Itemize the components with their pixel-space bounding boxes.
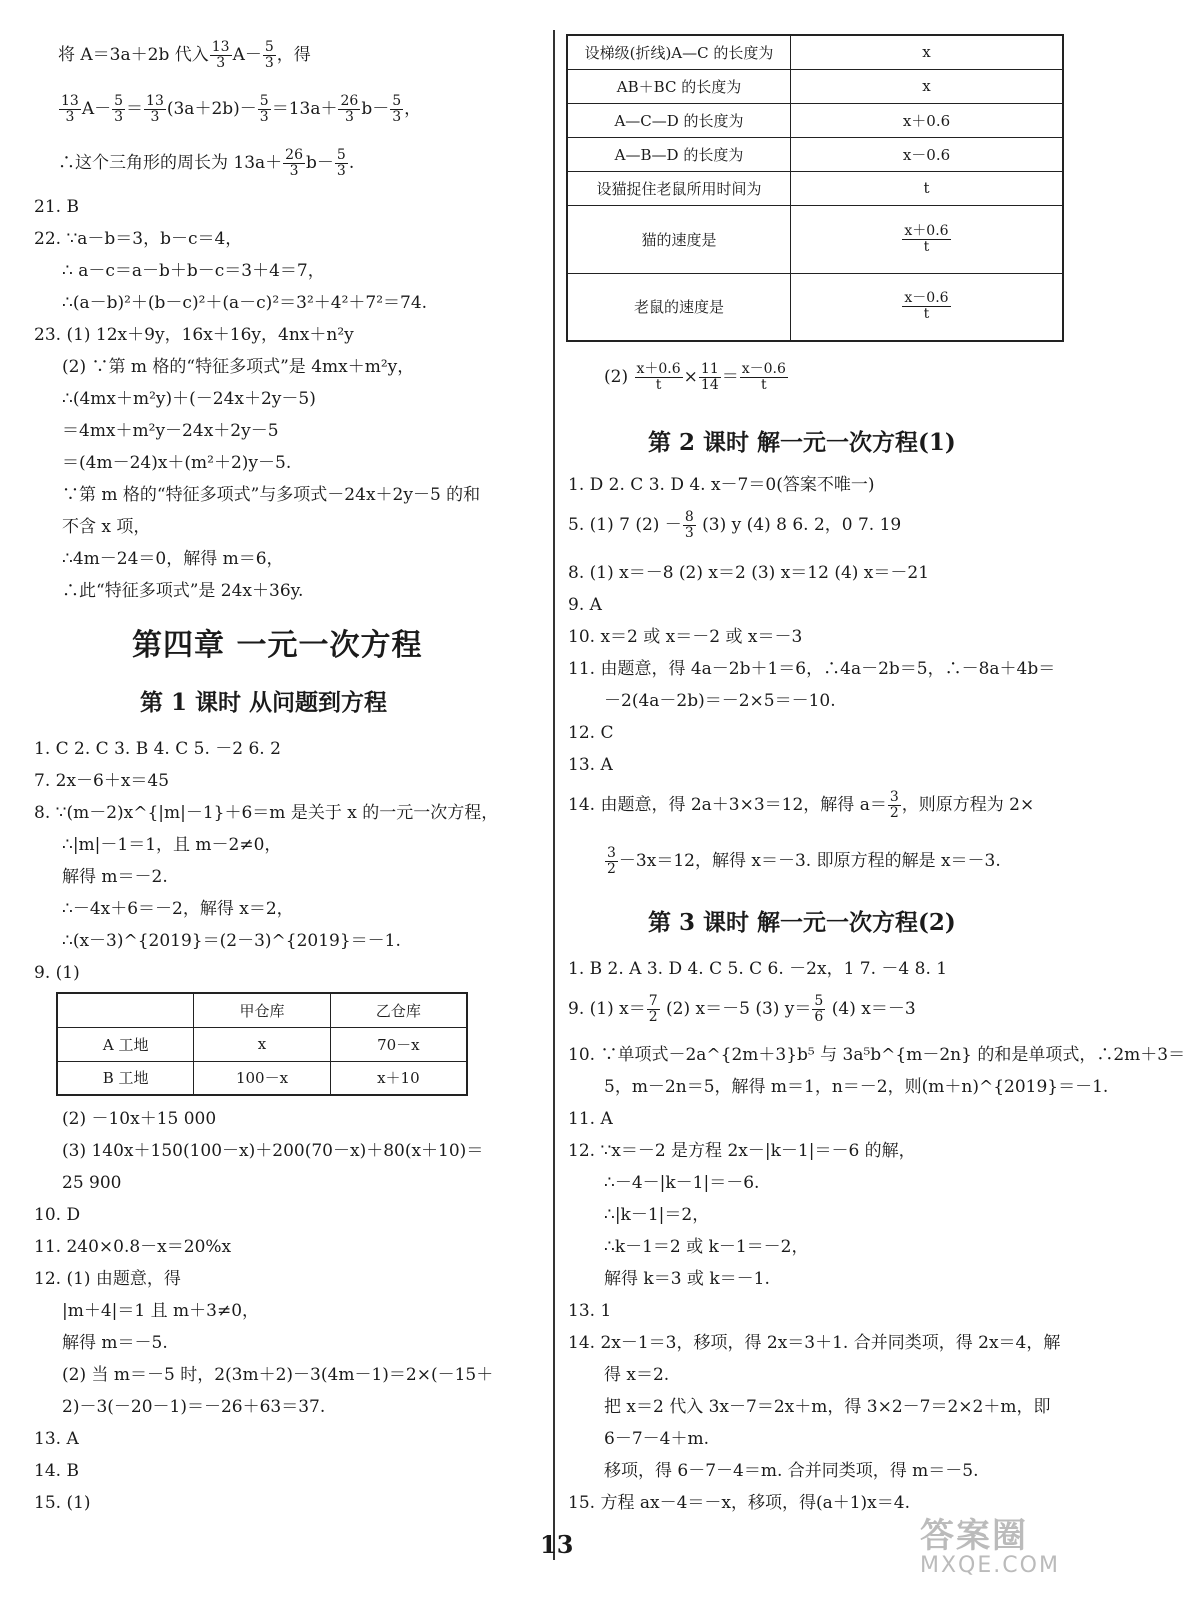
chapter-title: 第四章 一元一次方程 bbox=[132, 628, 423, 663]
answer-12-line1: 12. (1) 由题意，得 bbox=[34, 1269, 181, 1289]
lesson-title-3: 第 3 课时 解一元一次方程(2) bbox=[648, 909, 956, 936]
answer-14-line2: 得 x＝2. bbox=[604, 1365, 670, 1385]
table-cell: 设梯级(折线)A—C 的长度为 bbox=[567, 35, 791, 69]
fraction: $\frac{5}{3}$ bbox=[259, 93, 269, 125]
fraction: $\frac{3}{2}$ bbox=[607, 845, 616, 877]
cat-mouse-table bbox=[566, 34, 1064, 342]
answer-8-line1: 8. ∵(m－2)x^{|m|－1}＋6＝m 是关于 x 的一元一次方程， bbox=[34, 803, 499, 823]
table-cell: x bbox=[791, 35, 1064, 69]
table-cell: 设猫捉住老鼠所用时间为 bbox=[567, 171, 791, 205]
table-cell: A 工地 bbox=[57, 1027, 194, 1061]
answer-12-line4: (2) 当 m＝－5 时，2(3m＋2)－3(4m－1)＝2×(－15＋ bbox=[62, 1365, 494, 1385]
answer-14: 14. B bbox=[34, 1461, 79, 1481]
answer-14-line2: $\frac{3}{2}$ －3x＝12，解得 x＝－3. 即原方程的解是 x＝－3. bbox=[607, 845, 1001, 877]
fraction: $\frac{8}{3}$ bbox=[684, 509, 694, 541]
table-cell: x－0.6 bbox=[791, 137, 1064, 171]
answer-23-line1: 23. (1) 12x＋9y，16x＋16y，4nx＋n²y bbox=[34, 325, 354, 345]
text-line: $\frac{13}{3}$ A－ $\frac{5}{3}$ ＝ $\frac{13}{3}$ (3a＋2b)－ $\frac{5}{3}$ ＝13a＋ $\frac{26}{3}$ b－ $\frac{5}{3}$ ， bbox=[61, 93, 422, 125]
answer-14-line1: 14. 由题意，得 2a＋3×3＝12，解得 a＝ $\frac{3}{2}$ ，则原方程为 2× bbox=[568, 789, 1035, 821]
fraction: $\frac{26}{3}$ bbox=[285, 147, 303, 179]
fraction: $\frac{26}{3}$ bbox=[340, 93, 359, 125]
answer-14-line3: 把 x＝2 代入 3x－7＝2x＋m，得 3×2－7＝2×2＋m，即 bbox=[604, 1397, 1051, 1417]
answer-11-line2: －2(4a－2b)＝－2×5＝－10. bbox=[604, 691, 836, 711]
table-cell: AB＋BC 的长度为 bbox=[567, 69, 791, 103]
fraction: $\frac{x-0.6}{t}$ bbox=[741, 361, 786, 393]
answer-13: 13. 1 bbox=[568, 1301, 612, 1321]
answer-15: 15. (1) bbox=[34, 1493, 91, 1513]
answer-part2-equation: (2) $\frac{x+0.6}{t}$ × $\frac{11}{14}$ ＝ $\frac{x-0.6}{t}$ bbox=[604, 361, 786, 393]
answer-12-line3: ∴|k－1|＝2， bbox=[604, 1205, 710, 1225]
answer-8-line5: ∴(x－3)^{2019}＝(2－3)^{2019}＝－1. bbox=[62, 931, 401, 951]
fraction: $\frac{5}{3}$ bbox=[336, 147, 346, 179]
answer-23-line8: ∴4m－24＝0，解得 m＝6， bbox=[62, 549, 284, 569]
answers-5-7: 5. (1) 7 (2) － $\frac{8}{3}$ (3) y (4) 8 6. 2，0 7. 19 bbox=[568, 509, 902, 541]
table-cell bbox=[791, 273, 1064, 341]
table-cell: 猫的速度是 bbox=[567, 205, 791, 273]
lesson-title-1: 第 1 课时 从问题到方程 bbox=[140, 689, 388, 716]
answer-23-line7: 不含 x 项， bbox=[62, 517, 151, 537]
lesson-title-2: 第 2 课时 解一元一次方程(1) bbox=[648, 429, 956, 456]
answer-22-line2: ∴ a－c＝a－b＋b－c＝3＋4＝7， bbox=[62, 261, 325, 281]
fraction: $\frac{7}{2}$ bbox=[648, 993, 658, 1025]
answer-14-line1: 14. 2x－1＝3，移项，得 2x＝3＋1. 合并同类项，得 2x＝4，解 bbox=[568, 1333, 1061, 1353]
table-cell: A—C—D 的长度为 bbox=[567, 103, 791, 137]
fraction: $\frac{5}{3}$ bbox=[114, 93, 124, 125]
fraction: $\frac{13}{3}$ bbox=[61, 93, 79, 125]
fraction: $\frac{x+0.6}{t}$ bbox=[636, 361, 681, 393]
answers-1-6: 1. C 2. C 3. B 4. C 5. －2 6. 2 bbox=[34, 739, 281, 759]
fraction: $\frac{13}{3}$ bbox=[146, 93, 164, 125]
answer-12-line5: 解得 k＝3 或 k＝－1. bbox=[604, 1269, 770, 1289]
answer-13: 13. A bbox=[34, 1429, 79, 1449]
warehouse-table bbox=[56, 992, 468, 1096]
answer-23-line5: ＝(4m－24)x＋(m²＋2)y－5. bbox=[62, 453, 292, 473]
answer-10-line1: 10. ∵单项式－2a^{2m＋3}b⁵ 与 3a⁵b^{m－2n} 的和是单项式，∴2m＋3＝ bbox=[568, 1045, 1185, 1065]
answer-11-line1: 11. 由题意，得 4a－2b＋1＝6，∴4a－2b＝5，∴－8a＋4b＝ bbox=[568, 659, 1056, 679]
fraction: $\frac{13}{3}$ bbox=[211, 39, 230, 71]
text-line: 将 A＝3a＋2b 代入 $\frac{13}{3}$ A－ $\frac{5}{3}$ ，得 bbox=[58, 39, 311, 71]
watermark-url: MXQE.COM bbox=[920, 1553, 1060, 1578]
table-cell bbox=[57, 993, 194, 1027]
answer-13: 13. A bbox=[568, 755, 613, 775]
answer-10: 10. D bbox=[34, 1205, 81, 1225]
answer-9: 9. (1) x＝ $\frac{7}{2}$ (2) x＝－5 (3) y＝ $\frac{5}{6}$ (4) x＝－3 bbox=[568, 993, 916, 1025]
answer-15: 15. 方程 ax－4＝－x，移项，得(a＋1)x＝4. bbox=[568, 1493, 910, 1513]
table-cell: x＋10 bbox=[330, 1061, 467, 1095]
watermark-text: 答案圈 bbox=[920, 1516, 1028, 1556]
answer-12-line1: 12. ∵x＝－2 是方程 2x－|k－1|＝－6 的解， bbox=[568, 1141, 916, 1161]
fraction: $\frac{x+0.6}{t}$ bbox=[904, 222, 949, 255]
answer-22-line3: ∴(a－b)²＋(b－c)²＋(a－c)²＝3²＋4²＋7²＝74. bbox=[62, 293, 428, 313]
page-number: 13 bbox=[540, 1530, 574, 1559]
answer-23-line6: ∵第 m 格的“特征多项式”与多项式－24x＋2y－5 的和 bbox=[62, 485, 481, 505]
answer-23-line2: (2) ∵第 m 格的“特征多项式”是 4mx＋m²y， bbox=[62, 357, 415, 377]
fraction: $\frac{5}{3}$ bbox=[264, 39, 274, 71]
watermark-logo bbox=[920, 1508, 1060, 1578]
answer-9: 9. A bbox=[568, 595, 602, 615]
table-cell: x＋0.6 bbox=[791, 103, 1064, 137]
answer-12-line4: ∴k－1＝2 或 k－1＝－2， bbox=[604, 1237, 809, 1257]
answer-8-line2: ∴|m|－1＝1，且 m－2≠0， bbox=[62, 835, 282, 855]
answer-9-part2: (2) －10x＋15 000 bbox=[62, 1109, 217, 1129]
answer-12-line2: |m＋4|＝1 且 m＋3≠0， bbox=[62, 1301, 260, 1321]
table-cell: t bbox=[791, 171, 1064, 205]
fraction: $\frac{3}{2}$ bbox=[889, 789, 899, 821]
answer-14-line5: 移项，得 6－7－4＝m. 合并同类项，得 m＝－5. bbox=[604, 1461, 979, 1481]
answer-23-line4: ＝4mx＋m²y－24x＋2y－5 bbox=[62, 421, 279, 441]
table-cell: 100－x bbox=[194, 1061, 330, 1095]
table-cell: 70－x bbox=[330, 1027, 467, 1061]
fraction: $\frac{x-0.6}{t}$ bbox=[904, 290, 949, 323]
answer-8-line3: 解得 m＝－2. bbox=[62, 867, 168, 887]
answer-11: 11. A bbox=[568, 1109, 613, 1129]
answer-8: 8. (1) x＝－8 (2) x＝2 (3) x＝12 (4) x＝－21 bbox=[568, 563, 930, 583]
column-divider bbox=[553, 30, 555, 1560]
answer-10: 10. x＝2 或 x＝－2 或 x＝－3 bbox=[568, 627, 803, 647]
table-cell: x bbox=[194, 1027, 330, 1061]
fraction: $\frac{5}{6}$ bbox=[814, 993, 824, 1025]
table-cell: 甲仓库 bbox=[194, 993, 330, 1027]
answers-1-8: 1. B 2. A 3. D 4. C 5. C 6. －2x，1 7. －4 8. 1 bbox=[568, 959, 948, 979]
fraction: $\frac{11}{14}$ bbox=[700, 361, 719, 393]
answer-10-line2: 5，m－2n＝5，解得 m＝1，n＝－2，则(m＋n)^{2019}＝－1. bbox=[604, 1077, 1109, 1097]
answer-23-line9: ∴此“特征多项式”是 24x＋36y. bbox=[62, 581, 304, 601]
answer-9: 9. (1) bbox=[34, 963, 80, 983]
answer-12-line3: 解得 m＝－5. bbox=[62, 1333, 168, 1353]
table-cell: 乙仓库 bbox=[330, 993, 467, 1027]
table-cell: A—B—D 的长度为 bbox=[567, 137, 791, 171]
table-cell: 老鼠的速度是 bbox=[567, 273, 791, 341]
answer-14-line4: 6－7－4＋m. bbox=[604, 1429, 709, 1449]
table-cell: B 工地 bbox=[57, 1061, 194, 1095]
answer-12: 12. C bbox=[568, 723, 614, 743]
answers-1-4: 1. D 2. C 3. D 4. x－7＝0(答案不唯一) bbox=[568, 475, 875, 495]
text-line: ∴这个三角形的周长为 13a＋ $\frac{26}{3}$ b－ $\frac{5}{3}$ . bbox=[58, 147, 355, 179]
answer-12-line2: ∴－4－|k－1|＝－6. bbox=[604, 1173, 760, 1193]
table-cell: x bbox=[791, 69, 1064, 103]
answer-23-line3: ∴(4mx＋m²y)＋(－24x＋2y－5) bbox=[62, 389, 316, 409]
answer-21: 21. B bbox=[34, 197, 79, 217]
table-cell bbox=[791, 205, 1064, 273]
answer-7: 7. 2x－6＋x＝45 bbox=[34, 771, 170, 791]
answer-11: 11. 240×0.8－x＝20%x bbox=[34, 1237, 232, 1257]
answer-9-part3-line1: (3) 140x＋150(100－x)＋200(70－x)＋80(x＋10)＝ bbox=[62, 1141, 484, 1161]
answer-9-part3-line2: 25 900 bbox=[62, 1173, 122, 1193]
answer-8-line4: ∴－4x＋6＝－2，解得 x＝2， bbox=[62, 899, 294, 919]
answer-22-line1: 22. ∵a－b＝3，b－c＝4， bbox=[34, 229, 243, 249]
answer-12-line5: 2)－3(－20－1)＝－26＋63＝37. bbox=[62, 1397, 326, 1417]
fraction: $\frac{5}{3}$ bbox=[392, 93, 402, 125]
